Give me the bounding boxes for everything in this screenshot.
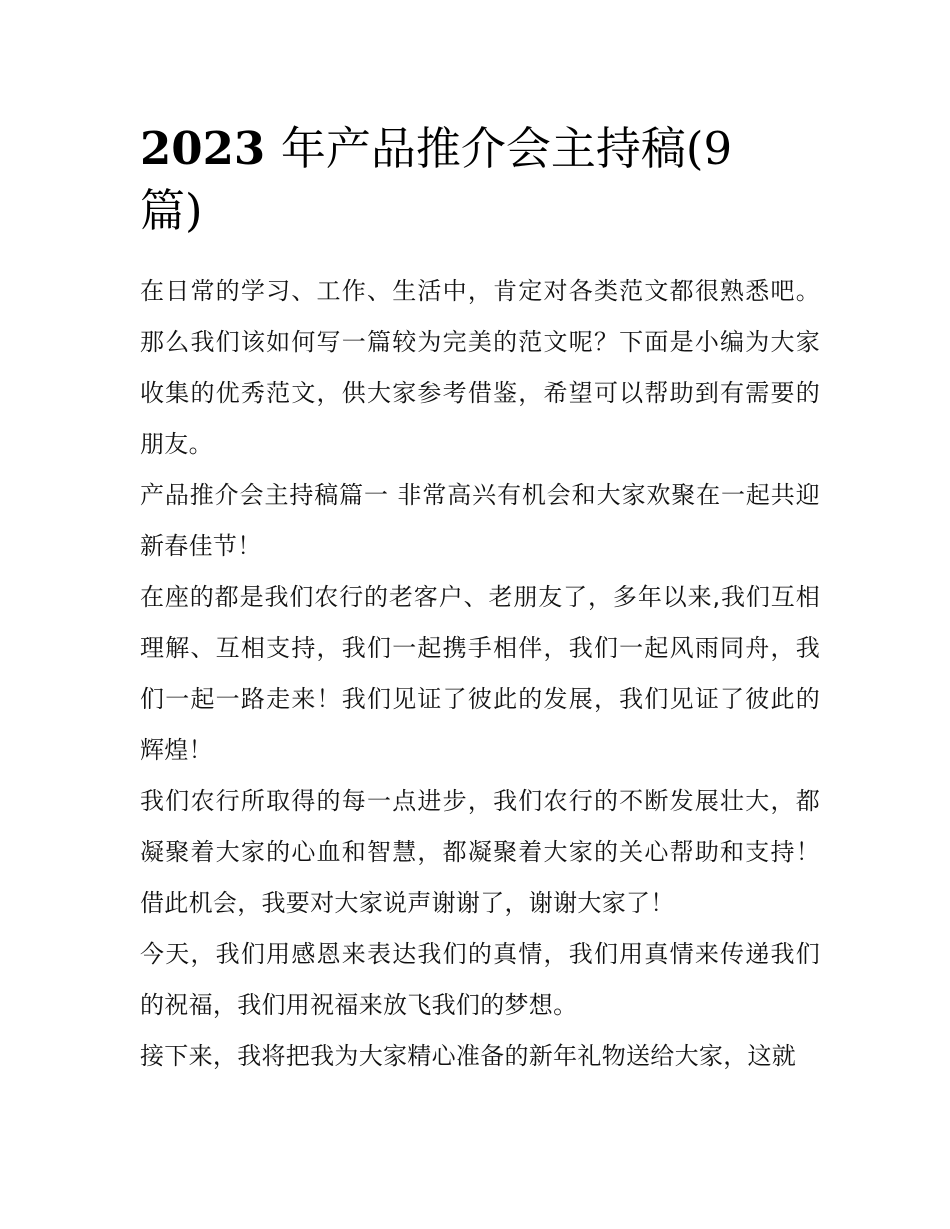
title-text: 年产品推介会主持稿(9篇)	[140, 122, 733, 237]
document-body	[140, 266, 820, 1082]
paragraph-gratitude: 今天，我们用感恩来表达我们的真情，我们用真情来传递我们的祝福，我们用祝福来放飞我们的梦想。	[140, 940, 820, 1019]
document-title	[140, 118, 780, 242]
paragraph-gift: 接下来，我将把我为大家精心准备的新年礼物送给大家，这就	[140, 1042, 797, 1070]
paragraph-opening: 产品推介会主持稿篇一 非常高兴有机会和大家欢聚在一起共迎新春佳节！	[140, 481, 820, 560]
paragraph-customers: 在座的都是我们农行的老客户、老朋友了，多年以来,我们互相理解、互相支持，我们一起携手相伴，我们一起风雨同舟，我们一起一路走来！我们见证了彼此的发展，我们见证了彼此的辉煌！	[140, 583, 820, 764]
paragraph-intro: 在日常的学习、工作、生活中，肯定对各类范文都很熟悉吧。那么我们该如何写一篇较为完美的范文呢？下面是小编为大家收集的优秀范文，供大家参考借鉴，希望可以帮助到有需要的朋友。	[140, 277, 820, 458]
paragraph-progress: 我们农行所取得的每一点进步，我们农行的不断发展壮大，都凝聚着大家的心血和智慧，都凝聚着大家的关心帮助和支持！借此机会，我要对大家说声谢谢了，谢谢大家了！	[140, 787, 820, 917]
document-content	[140, 118, 820, 1082]
title-year: 2023	[140, 122, 266, 175]
